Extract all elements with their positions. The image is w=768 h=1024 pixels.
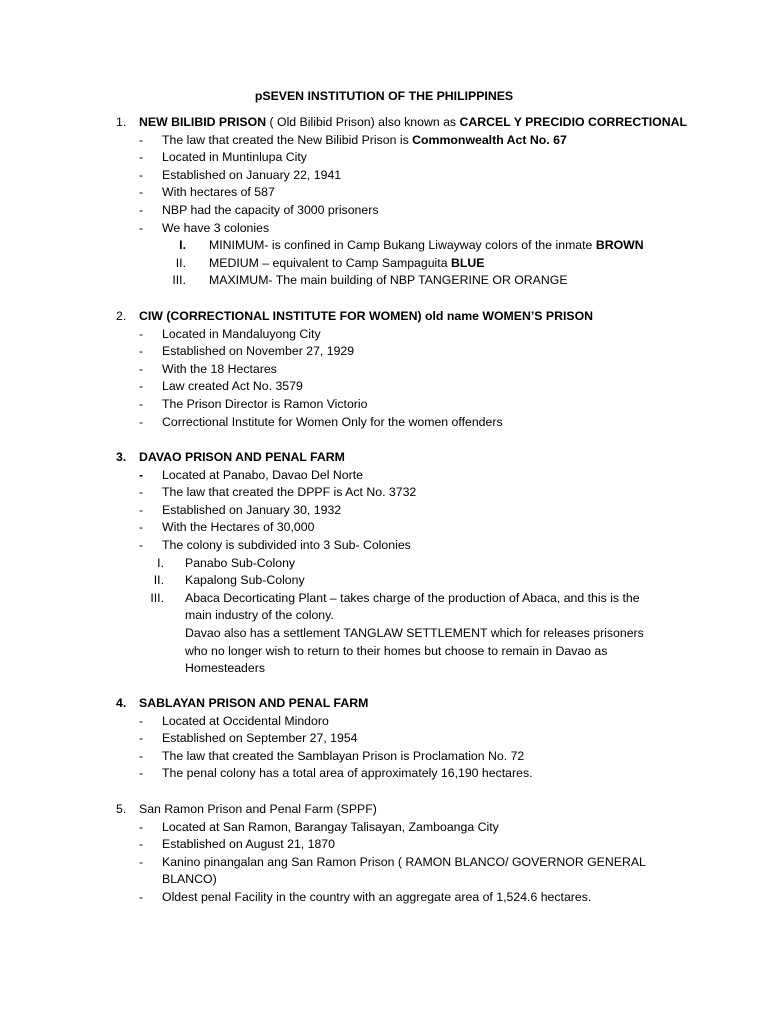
roman-item: II. Kapalong Sub-Colony	[153, 573, 305, 588]
list-item: - The Prison Director is Ramon Victorio	[139, 396, 368, 411]
list-item: - With hectares of 587	[139, 185, 275, 200]
list-item: - Located in Muntinlupa City	[139, 150, 307, 165]
section-heading	[0, 114, 768, 132]
section-number: 2.	[116, 309, 127, 323]
roman-item-cont: who no longer wish to return to their homes but choose to remain in Davao as	[185, 643, 608, 658]
list-item: - With the 18 Hectares	[139, 361, 277, 376]
heading-bold-alias: CARCEL Y PRECIDIO CORRECTIONAL	[459, 115, 688, 129]
list-item-cont: BLANCO)	[162, 872, 217, 887]
roman-item: I. Panabo Sub-Colony	[157, 555, 296, 570]
roman-item: III. Abaca Decorticating Plant – takes charge of the production of Abaca, and this is the	[150, 590, 640, 605]
list-item: - Kanino pinangalan ang San Ramon Prison ( RAMON BLANCO/ GOVERNOR GENERAL	[139, 854, 646, 869]
roman-item: I. MINIMUM- is confined in Camp Bukang Liwayway colors of the inmate BROWN	[179, 238, 644, 253]
section-number: 4.	[116, 696, 127, 710]
list-item: - We have 3 colonies	[139, 220, 270, 235]
list-item: - Law created Act No. 3579	[139, 379, 303, 394]
section-heading: 3. DAVAO PRISON AND PENAL FARM	[0, 449, 768, 467]
list-item: - Established on September 27, 1954	[139, 731, 358, 746]
section-heading: 5. San Ramon Prison and Penal Farm (SPPF)	[0, 801, 768, 819]
section-davao	[0, 449, 768, 678]
list-item: - The law that created the DPPF is Act No. 3732	[139, 485, 417, 500]
list-item: - Located at San Ramon, Barangay Talisayan, Zamboanga City	[139, 819, 499, 834]
list-item: - Correctional Institute for Women Only for the women offenders	[139, 414, 503, 429]
roman-item-cont: Homesteaders	[185, 661, 265, 676]
list-item: - Located at Occidental Mindoro	[139, 713, 329, 728]
roman-item: II. MEDIUM – equivalent to Camp Sampaguita BLUE	[175, 255, 485, 270]
list-item: - The colony is subdivided into 3 Sub- Colonies	[139, 537, 411, 552]
list-item: - With the Hectares of 30,000	[139, 520, 315, 535]
section-new-bilibid	[0, 114, 768, 290]
list-item: - Located at Panabo, Davao Del Norte	[139, 467, 363, 482]
list-item: - The law that created the Samblayan Prison is Proclamation No. 72	[139, 748, 525, 763]
document-title: pSEVEN INSTITUTION OF THE PHILIPPINES	[254, 89, 514, 103]
section-heading: 4. SABLAYAN PRISON AND PENAL FARM	[0, 695, 768, 713]
roman-item-cont: main industry of the colony.	[185, 608, 334, 623]
section-sablayan	[0, 695, 768, 783]
heading-text: ( Old Bilibid Prison) also known as	[266, 115, 460, 129]
section-ciw	[0, 308, 768, 431]
list-item: - Established on August 21, 1870	[139, 837, 335, 852]
roman-item: III. MAXIMUM- The main building of NBP TANGERINE OR ORANGE	[172, 273, 568, 288]
list-item: - Established on November 27, 1929	[139, 344, 355, 359]
roman-item-cont: Davao also has a settlement TANGLAW SETTLEMENT which for releases prisoners	[185, 625, 644, 640]
list-item: - NBP had the capacity of 3000 prisoners	[139, 202, 379, 217]
list-item: - Established on January 30, 1932	[139, 502, 342, 517]
section-heading: 2. CIW (CORRECTIONAL INSTITUTE FOR WOMEN) old name WOMEN’S PRISON	[0, 308, 768, 326]
section-number: 1.	[116, 115, 127, 129]
heading-bold: NEW BILIBID PRISON	[139, 115, 267, 129]
section-san-ramon	[0, 801, 768, 907]
section-number: 3.	[116, 450, 127, 464]
list-item: - Established on January 22, 1941	[139, 167, 342, 182]
list-item: - Oldest penal Facility in the country with an aggregate area of 1,524.6 hectares.	[139, 889, 592, 904]
list-item: - Located in Mandaluyong City	[139, 326, 321, 341]
section-number: 5.	[116, 802, 127, 816]
list-item: - The law that created the New Bilibid Prison is Commonwealth Act No. 67	[139, 132, 567, 147]
list-item: - The penal colony has a total area of approximately 16,190 hectares.	[139, 766, 533, 781]
